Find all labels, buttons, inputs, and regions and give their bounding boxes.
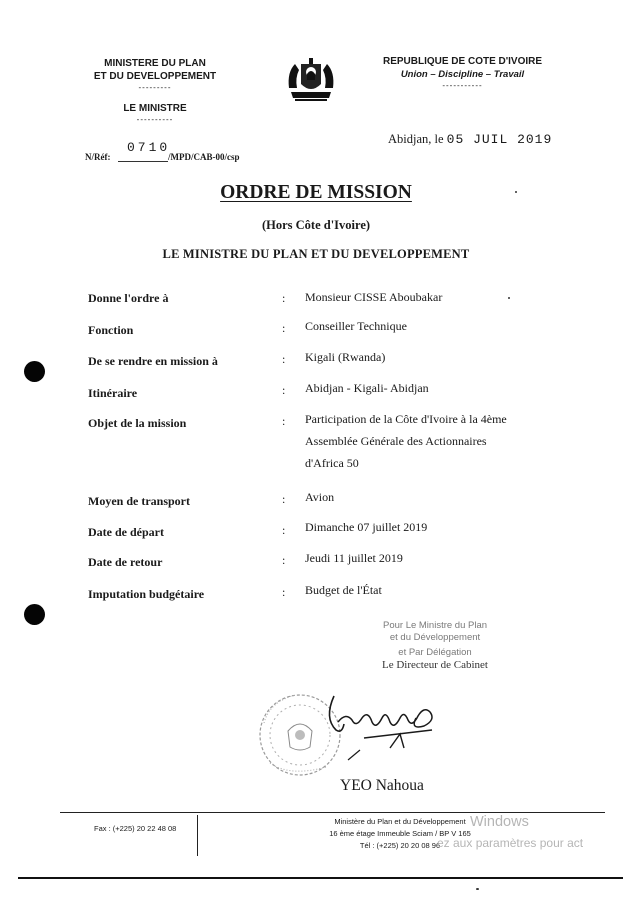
scan-speck [515,191,517,193]
footer-fax: Fax : (+225) 20 22 48 08 [94,824,177,833]
field-colon: : [282,352,286,366]
scan-speck [476,888,479,890]
document-subtitle: (Hors Côte d'Ivoire) [261,218,371,232]
coat-of-arms-icon [285,58,337,102]
windows-activation-watermark: Windows [470,814,529,830]
field-value: Budget de l'État [305,583,382,597]
signature-line1: Pour Le Ministre du Plan [382,620,488,631]
field-value: Kigali (Rwanda) [305,350,386,364]
republic-separator: ----------- [442,81,483,90]
minister-title: LE MINISTRE [123,103,187,114]
punch-hole [24,361,45,382]
field-label: Date de retour [88,555,163,569]
field-colon: : [282,321,286,335]
field-value-line3: d'Africa 50 [305,456,359,470]
field-label: Fonction [88,323,134,337]
field-label: Itinéraire [88,386,138,400]
ministry-name-line1: MINISTERE DU PLAN [104,58,206,69]
footer-divider-bottom [18,877,623,879]
issuing-authority: LE MINISTRE DU PLAN ET DU DEVELOPPEMENT [162,247,470,261]
handwritten-signature-icon [320,690,450,762]
document-title [0,182,623,204]
field-value-line1 [305,408,507,430]
field-label: Objet de la mission [88,416,187,430]
signature-line4: Le Directeur de Cabinet [382,659,488,671]
reference-block [85,140,275,164]
field-value: Avion [305,490,335,504]
footer-address-line2: 16 ème étage Immeuble Sciam / BP V 165 [329,829,471,838]
national-motto: Union – Discipline – Travail [400,69,525,80]
ministry-name-line2: ET DU DEVELOPPEMENT [93,71,217,82]
field-colon: : [282,585,286,599]
scan-speck [508,297,510,299]
objet-line1-text: Participation de la Côte d'Ivoire à la 4ème [305,412,507,426]
field-colon: : [282,492,286,506]
field-label: Imputation budgétaire [88,587,205,601]
punch-hole [24,604,45,625]
date-stamp: 05 JUIL 2019 [446,132,553,147]
field-colon: : [282,523,286,537]
field-colon: : [282,414,286,428]
footer-divider-top [60,812,605,813]
field-label: Date de départ [88,525,164,539]
ministry-separator: --------- [138,83,172,92]
field-colon: : [282,383,286,397]
reference-label: N/Réf: [85,152,111,162]
field-value: Monsieur CISSE Aboubakar [305,290,443,304]
field-value: Jeudi 11 juillet 2019 [305,551,403,565]
signature-line3: et Par Délégation [398,647,472,658]
field-label: Donne l'ordre à [88,291,169,305]
field-value: Conseiller Technique [305,319,407,333]
reference-suffix: /MPD/CAB-00/csp [168,152,240,162]
windows-activation-hint: ez aux paramètres pour act [437,836,584,850]
minister-separator: ---------- [136,115,174,124]
field-value-line2: Assemblée Générale des Actionnaires [305,434,487,448]
field-label: Moyen de transport [88,494,190,508]
date-line [388,132,552,147]
field-colon: : [282,291,286,305]
reference-underline [118,161,168,162]
field-label: De se rendre en mission à [88,354,218,368]
field-value: Dimanche 07 juillet 2019 [305,520,428,534]
signer-name: YEO Nahoua [340,777,424,794]
signature-line2: et du Développement [389,632,481,643]
footer-fax-box [80,815,198,856]
field-colon: : [282,553,286,567]
reference-number: 0710 [127,140,171,155]
document-title-text: ORDRE DE MISSION [220,182,412,203]
date-prefix: Abidjan, le [388,132,444,146]
field-value: Abidjan - Kigali- Abidjan [305,381,429,395]
republic-name: REPUBLIQUE DE COTE D'IVOIRE [382,56,543,67]
footer-address-line1: Ministère du Plan et du Développement [334,817,466,826]
footer-address-line3: Tél : (+225) 20 20 08 96 [359,841,441,850]
